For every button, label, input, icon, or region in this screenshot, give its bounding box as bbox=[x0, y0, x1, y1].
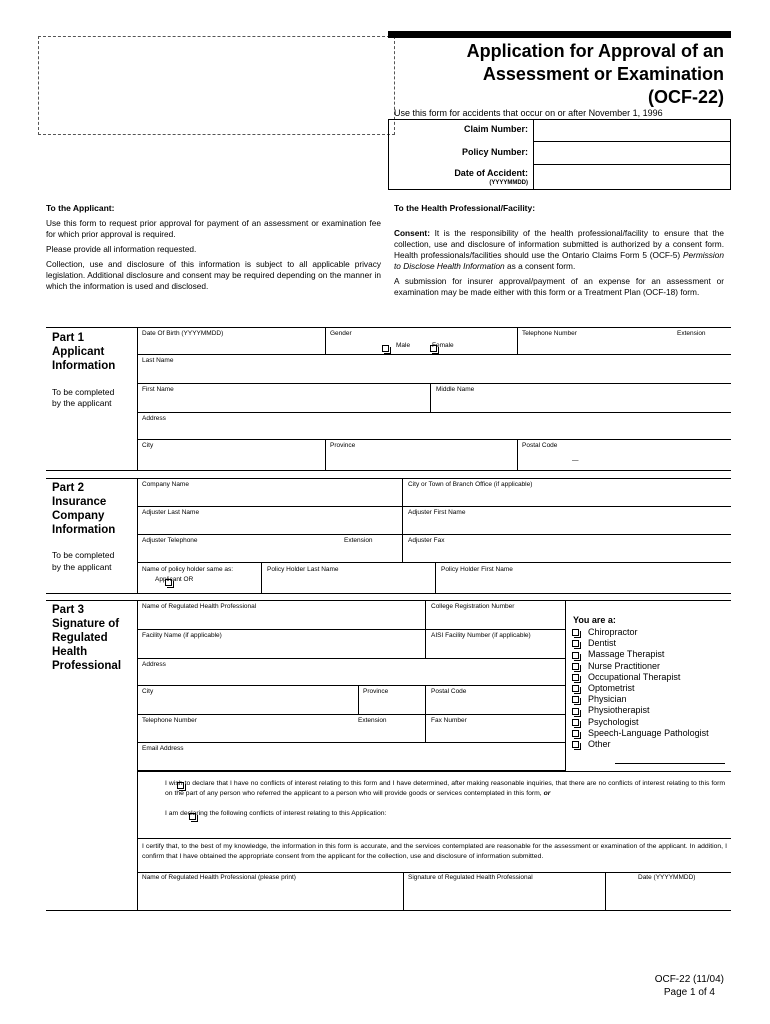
profession-item[interactable] bbox=[572, 683, 709, 694]
part3-title-1: Part 3 bbox=[52, 604, 84, 616]
middle-name-label: Middle Name bbox=[436, 386, 475, 393]
form-title-line3: (OCF-22) bbox=[648, 87, 724, 107]
rhp-fax-input[interactable] bbox=[428, 729, 553, 741]
extension-label: Extension bbox=[677, 330, 706, 337]
policy-number-label: Policy Number: bbox=[461, 147, 528, 157]
part3-right-divider-bottom bbox=[138, 771, 731, 772]
logo-placeholder-box bbox=[38, 36, 395, 135]
adjuster-fax-input[interactable] bbox=[405, 549, 700, 561]
rhp-address-input[interactable] bbox=[140, 672, 524, 684]
form-id-footer: OCF-22 (11/04) bbox=[654, 974, 724, 985]
claim-divider-h1 bbox=[533, 141, 731, 142]
profession-list bbox=[572, 627, 709, 750]
company-name-input[interactable] bbox=[140, 493, 378, 505]
facility-consent-para bbox=[394, 228, 724, 272]
part2-sub-1: To be completed bbox=[52, 550, 115, 560]
rhp-address-field[interactable] bbox=[138, 659, 566, 686]
part2-title-4: Information bbox=[52, 524, 116, 536]
claim-number-label: Claim Number: bbox=[463, 124, 528, 134]
conflict-declaration: I am declaring the following conflicts of interest relating to this Application: bbox=[165, 810, 387, 817]
address-input[interactable] bbox=[140, 426, 674, 438]
sig-name-label: Name of Regulated Health Professional (please print) bbox=[142, 874, 296, 881]
address-field[interactable] bbox=[138, 413, 731, 440]
part1-sub-2: by the applicant bbox=[52, 398, 112, 408]
part1-title-2: Applicant bbox=[52, 346, 105, 358]
rhp-name-input[interactable] bbox=[140, 616, 398, 628]
profession-item[interactable] bbox=[572, 728, 709, 739]
applicant-para-3: Collection, use and disclosure of this information is subject to all applicable privacy legislation. Additional disclosure and consent may be required depending on the manner in which the information is used and disclosed. bbox=[46, 259, 381, 291]
part3-title-4: Health bbox=[52, 646, 88, 658]
adjuster-tel-input[interactable] bbox=[140, 549, 378, 561]
profession-label: Massage Therapist bbox=[588, 649, 665, 660]
part1-bottom-rule bbox=[46, 470, 731, 471]
company-name-label: Company Name bbox=[142, 481, 189, 488]
facility-para-2: A submission for insurer approval/payment of an expense for an assessment or examination may be made either with this form or a Treatment Plan (OCF-18) form. bbox=[394, 276, 724, 297]
city-input[interactable] bbox=[140, 457, 308, 469]
last-name-label: Last Name bbox=[142, 357, 174, 364]
applicant-heading: To the Applicant: bbox=[46, 203, 115, 213]
rhp-city-input[interactable] bbox=[140, 701, 338, 713]
middle-name-field[interactable] bbox=[431, 384, 731, 413]
sig-date-input[interactable] bbox=[610, 889, 729, 907]
profession-checkbox[interactable] bbox=[572, 663, 579, 670]
adjuster-fax-field[interactable] bbox=[403, 535, 731, 563]
profession-label: Optometrist bbox=[588, 683, 635, 694]
certify-top-rule bbox=[138, 838, 731, 839]
signature-divider-2 bbox=[605, 872, 606, 910]
part3-title-2: Signature of bbox=[52, 618, 120, 630]
applicant-para-2: Please provide all information requested. bbox=[46, 244, 197, 254]
no-conflict-text bbox=[165, 779, 725, 798]
adjuster-tel-label: Adjuster Telephone bbox=[142, 537, 198, 544]
adjuster-last-label: Adjuster Last Name bbox=[142, 509, 200, 516]
profession-item[interactable] bbox=[572, 649, 709, 660]
profession-checkbox[interactable] bbox=[572, 629, 579, 636]
dob-label: Date Of Birth (YYYYMMDD) bbox=[142, 330, 224, 337]
male-checkbox[interactable] bbox=[382, 345, 389, 352]
postal-code-label: Postal Code bbox=[522, 442, 558, 449]
facility-name-input[interactable] bbox=[140, 645, 398, 657]
consent-form-name: Permission to Disclose Health Information bbox=[394, 250, 724, 271]
province-input[interactable] bbox=[328, 457, 500, 469]
applicant-or-label: Applicant OR bbox=[155, 576, 194, 583]
address-label: Address bbox=[142, 415, 166, 422]
holder-first-label: Policy Holder First Name bbox=[441, 566, 513, 573]
part3-title-5: Professional bbox=[52, 660, 122, 672]
adjuster-ext-label: Extension bbox=[344, 537, 373, 544]
applicant-para-1: Use this form to request prior approval for payment of an assessment or examination fee for which prior approval is required. bbox=[46, 218, 381, 239]
rhp-address-label: Address bbox=[142, 661, 166, 668]
declaration-or: or bbox=[543, 789, 551, 797]
dob-input[interactable] bbox=[140, 341, 308, 353]
profession-checkbox[interactable] bbox=[572, 719, 579, 726]
city-label: City bbox=[142, 442, 154, 449]
adjuster-first-input[interactable] bbox=[405, 521, 700, 533]
profession-item[interactable] bbox=[572, 638, 709, 649]
profession-label: Occupational Therapist bbox=[588, 671, 681, 682]
profession-label: Speech-Language Pathologist bbox=[588, 727, 709, 738]
profession-item[interactable] bbox=[572, 705, 709, 716]
part1-sub-1: To be completed bbox=[52, 387, 115, 397]
date-format-hint: (YYYYMMDD) bbox=[489, 180, 528, 186]
first-name-input[interactable] bbox=[140, 399, 403, 411]
holder-last-label: Policy Holder Last Name bbox=[267, 566, 339, 573]
part2-title-2: Insurance bbox=[52, 496, 107, 508]
holder-same-label: Name of policy holder same as: bbox=[142, 566, 234, 573]
profession-label: Chiropractor bbox=[588, 627, 638, 637]
title-bar bbox=[388, 31, 731, 38]
adjuster-last-input[interactable] bbox=[140, 521, 378, 533]
city-field[interactable] bbox=[138, 440, 326, 470]
form-subtitle: Use this form for accidents that occur on or after November 1, 1996 bbox=[394, 108, 663, 118]
signature-row-bottom bbox=[46, 910, 731, 911]
rhp-province-label: Province bbox=[363, 688, 389, 695]
form-title-line2: Assessment or Examination bbox=[482, 64, 724, 84]
profession-label: Dentist bbox=[588, 638, 617, 649]
rhp-name-label: Name of Regulated Health Professional bbox=[142, 603, 257, 610]
adjuster-first-label: Adjuster First Name bbox=[408, 509, 466, 516]
date-of-accident-input[interactable] bbox=[536, 168, 730, 188]
signature-divider-1 bbox=[403, 872, 404, 910]
male-label: Male bbox=[396, 342, 411, 349]
signature-area[interactable] bbox=[405, 886, 603, 908]
female-label: Female bbox=[432, 342, 454, 349]
claim-number-input[interactable] bbox=[536, 122, 730, 140]
rhp-ext-label: Extension bbox=[358, 717, 387, 724]
signature-row-top bbox=[138, 872, 731, 873]
email-label: Email Address bbox=[142, 745, 184, 752]
postal-code-input[interactable] bbox=[520, 457, 712, 469]
middle-name-input[interactable] bbox=[433, 399, 703, 411]
part2-title-1: Part 2 bbox=[52, 482, 84, 494]
telephone-label: Telephone Number bbox=[522, 330, 577, 337]
you-are-heading: You are a: bbox=[573, 615, 616, 625]
profession-checkbox[interactable] bbox=[572, 674, 579, 681]
rhp-postal-label: Postal Code bbox=[431, 688, 467, 695]
aisi-input[interactable] bbox=[428, 645, 553, 657]
profession-item[interactable] bbox=[572, 627, 709, 638]
branch-office-label: City or Town of Branch Office (if applicable) bbox=[408, 481, 533, 488]
part1-title-3: Information bbox=[52, 360, 116, 372]
gender-label: Gender bbox=[330, 330, 352, 337]
rhp-city-label: City bbox=[142, 688, 154, 695]
part2-bottom-rule bbox=[46, 593, 731, 594]
first-name-field[interactable] bbox=[138, 384, 431, 413]
consent-text: It is the responsibility of the health professional/facility to ensure that the collection, use and disclosure of information submitted is authorized by a consent form. Health professionals/facilities should use the Ontario Claims Form 5 (OCF-5) bbox=[394, 228, 725, 260]
rhp-fax-label: Fax Number bbox=[431, 717, 467, 724]
gender-field bbox=[326, 328, 518, 355]
college-reg-label: College Registration Number bbox=[431, 603, 515, 610]
rhp-tel-input[interactable] bbox=[140, 729, 398, 741]
holder-last-input[interactable] bbox=[264, 580, 420, 592]
part2-title-3: Company bbox=[52, 510, 105, 522]
profession-label: Other bbox=[588, 739, 611, 750]
profession-checkbox[interactable] bbox=[572, 652, 579, 659]
last-name-field[interactable] bbox=[138, 355, 731, 384]
page-number-footer: Page 1 of 4 bbox=[663, 987, 715, 998]
profession-checkbox[interactable] bbox=[572, 730, 579, 737]
province-label: Province bbox=[330, 442, 356, 449]
sig-date-label: Date (YYYYMMDD) bbox=[638, 874, 696, 881]
no-conflict-declaration: I wish to declare that I have no conflicts of interest relating to this form and I have determined, after making reasonable inquiries, that there are no conflicts of interest relating to this form on the part of any person who referred the applicant to a person who will provide goods or services contemplated in this form, bbox=[165, 780, 725, 797]
first-name-label: First Name bbox=[142, 386, 174, 393]
profession-checkbox[interactable] bbox=[572, 640, 579, 647]
profession-checkbox[interactable] bbox=[572, 696, 579, 703]
postal-code-dash: — bbox=[572, 457, 579, 464]
date-of-accident-label: Date of Accident: bbox=[454, 168, 528, 178]
policy-number-input[interactable] bbox=[536, 145, 730, 163]
profession-checkbox[interactable] bbox=[572, 685, 579, 692]
college-reg-input[interactable] bbox=[428, 616, 553, 628]
branch-office-input[interactable] bbox=[405, 493, 700, 505]
profession-label: Psychologist bbox=[588, 716, 639, 727]
profession-item[interactable] bbox=[572, 661, 709, 672]
last-name-input[interactable] bbox=[140, 370, 674, 382]
profession-label: Physiotherapist bbox=[588, 705, 650, 716]
aisi-label: AISI Facility Number (if applicable) bbox=[431, 632, 531, 639]
consent-label: Consent: bbox=[394, 228, 430, 238]
form-title-line1: Application for Approval of an bbox=[466, 41, 724, 61]
rhp-tel-label: Telephone Number bbox=[142, 717, 197, 724]
sig-name-input[interactable] bbox=[142, 889, 401, 907]
rhp-province-input[interactable] bbox=[361, 701, 420, 713]
rhp-postal-input[interactable] bbox=[428, 701, 553, 713]
claim-divider-v bbox=[533, 119, 534, 190]
profession-label: Nurse Practitioner bbox=[588, 660, 661, 671]
facility-heading: To the Health Professional/Facility: bbox=[394, 203, 536, 213]
profession-item[interactable] bbox=[572, 739, 709, 750]
profession-item[interactable] bbox=[572, 694, 709, 705]
facility-name-label: Facility Name (if applicable) bbox=[142, 632, 222, 639]
part3-title-3: Regulated bbox=[52, 632, 108, 644]
email-field[interactable] bbox=[138, 743, 566, 771]
part1-title-1: Part 1 bbox=[52, 332, 84, 344]
part2-sub-2: by the applicant bbox=[52, 562, 112, 572]
profession-item[interactable] bbox=[572, 672, 709, 683]
profession-item[interactable] bbox=[572, 717, 709, 728]
certify-text: I certify that, to the best of my knowledge, the information in this form is accurate, and the services contemplated are reasonable for the assessment or examination of the applicant. In addition, I confirm that I have obtained the appropriate consent from the applicant for the collection, use and disclosure of information submitted. bbox=[142, 843, 727, 860]
other-specify-line bbox=[615, 763, 725, 764]
profession-label: Physician bbox=[588, 694, 627, 705]
claim-divider-h2 bbox=[533, 164, 731, 165]
sig-signature-label: Signature of Regulated Health Professional bbox=[408, 874, 533, 881]
email-input[interactable] bbox=[140, 757, 524, 769]
adjuster-fax-label: Adjuster Fax bbox=[408, 537, 445, 544]
holder-first-input[interactable] bbox=[438, 580, 704, 592]
profession-checkbox[interactable] bbox=[572, 741, 579, 748]
rhp-city-field[interactable] bbox=[138, 686, 359, 715]
consent-text-end: as a consent form. bbox=[507, 261, 576, 271]
profession-checkbox[interactable] bbox=[572, 708, 579, 715]
telephone-input[interactable] bbox=[520, 341, 712, 353]
